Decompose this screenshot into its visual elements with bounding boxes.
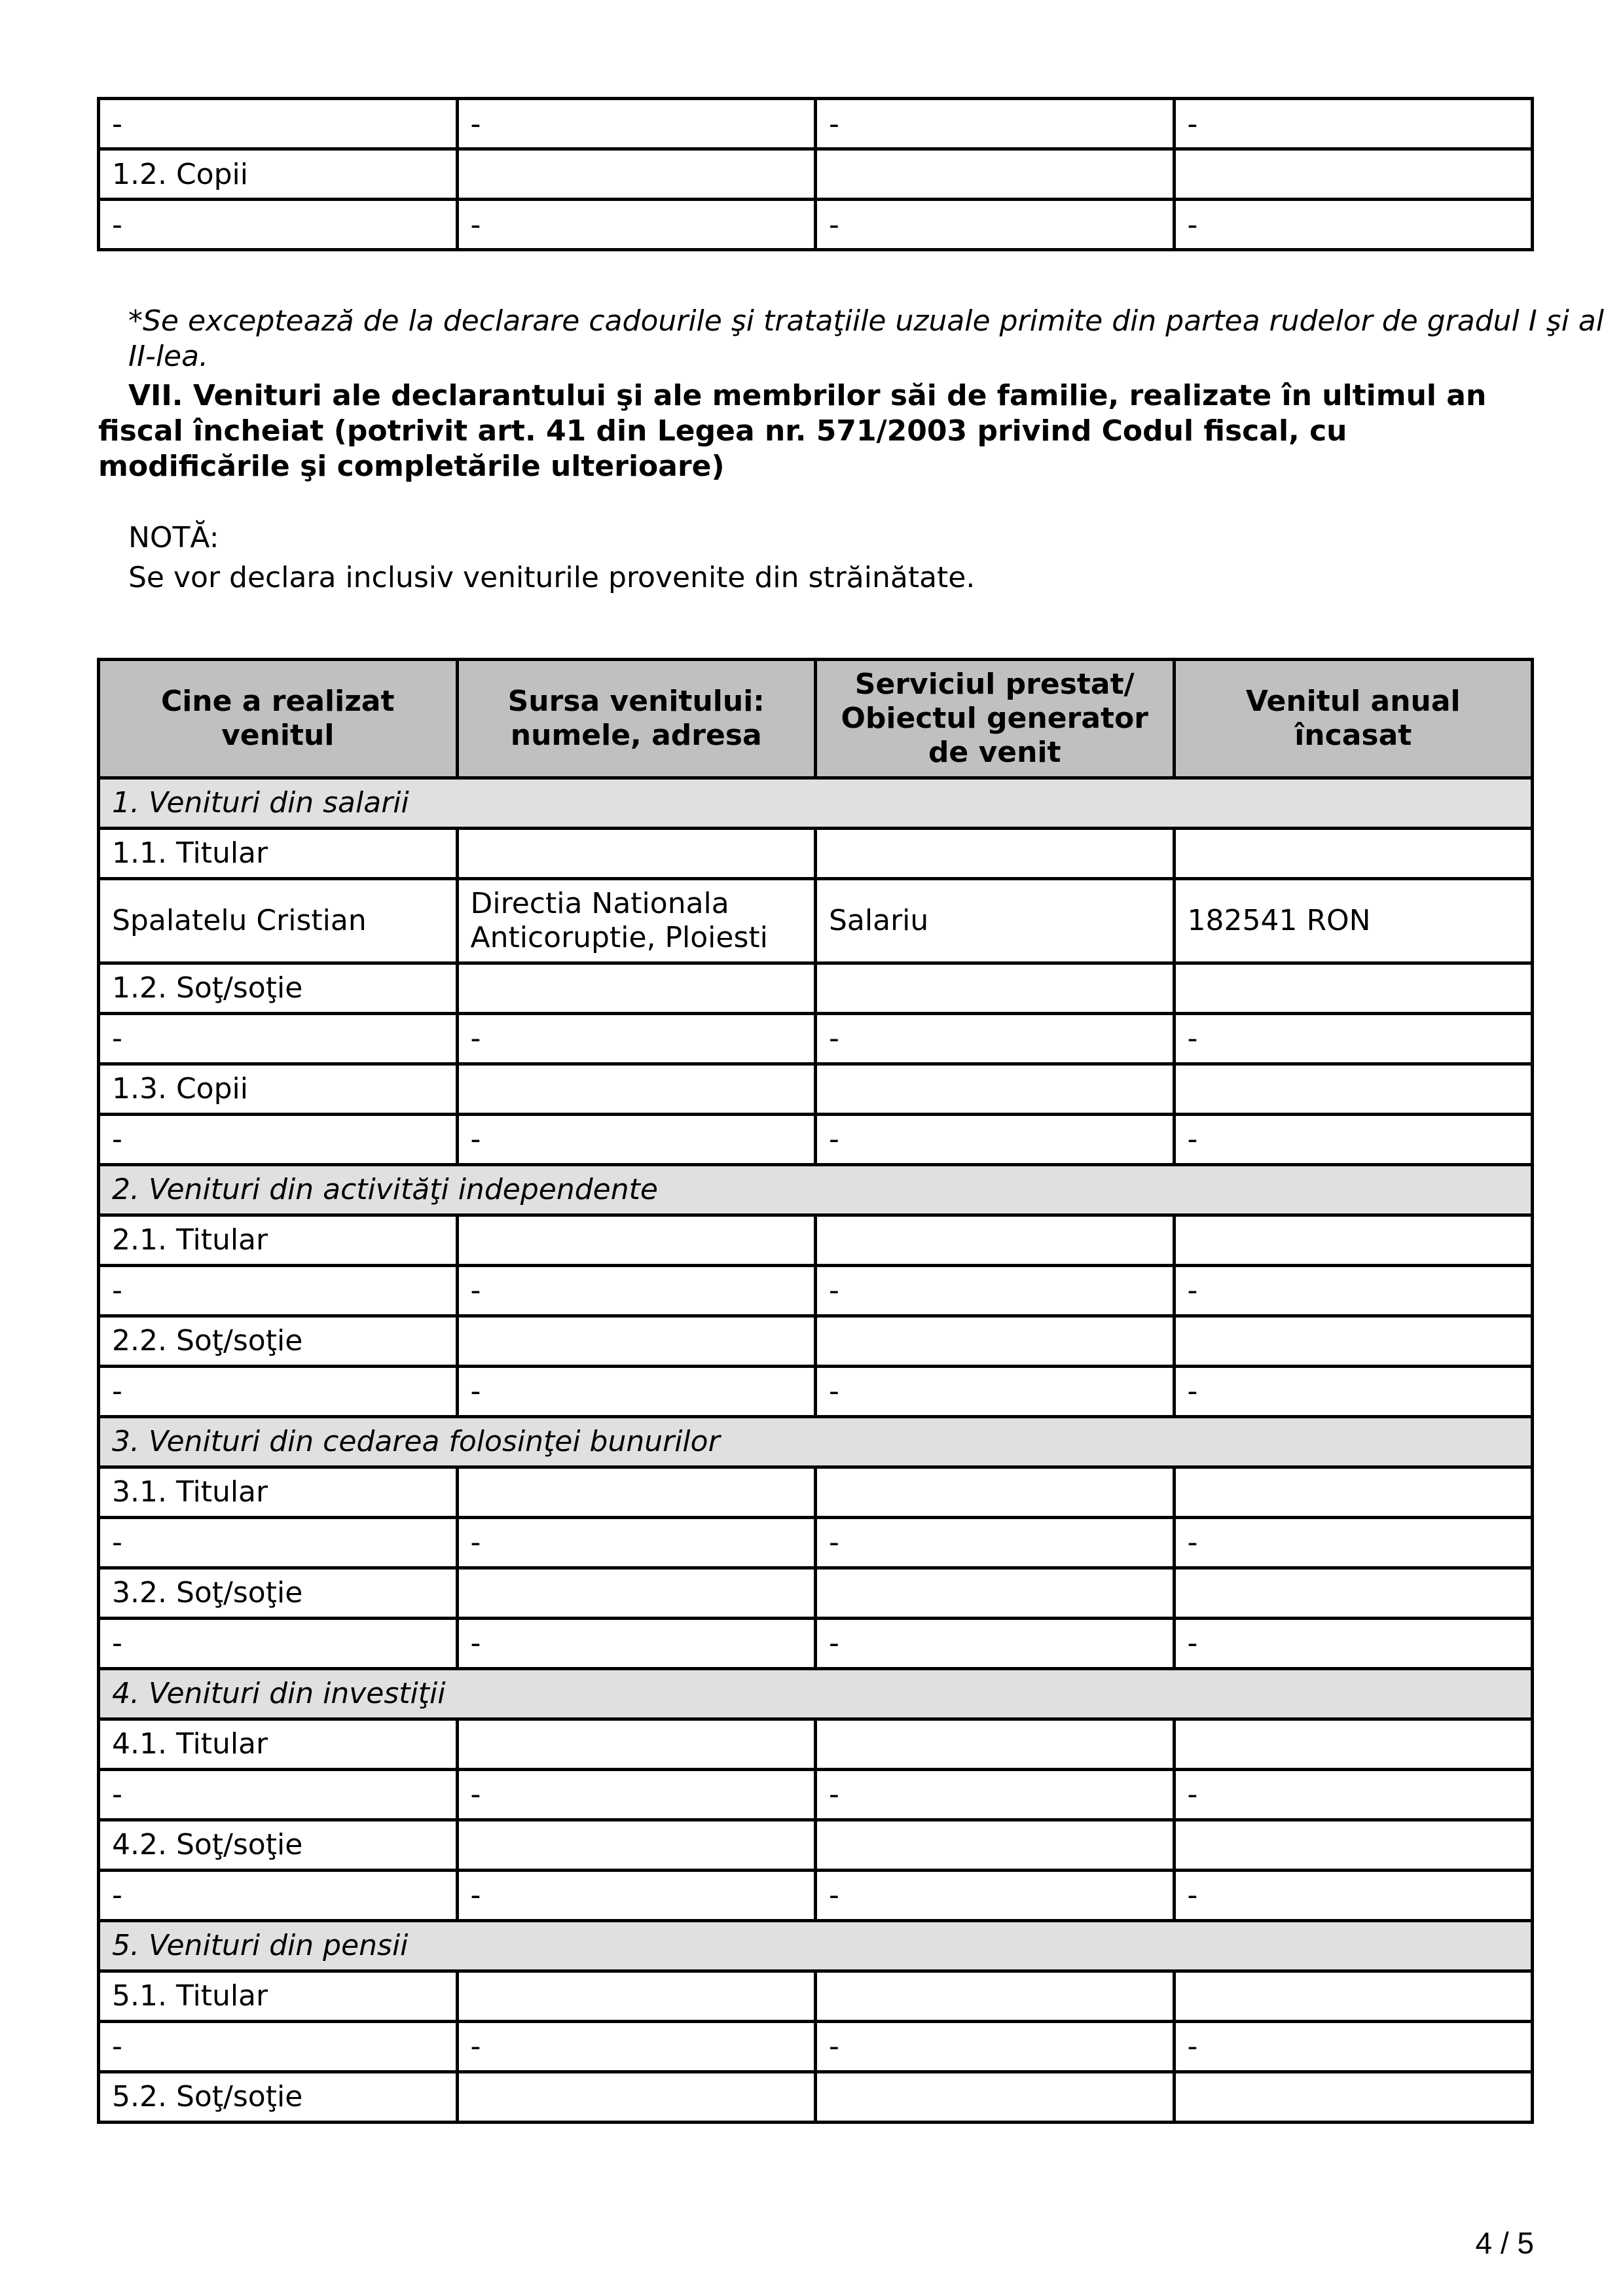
table-cell: - [457,1115,816,1165]
table-cell: - [99,1770,458,1820]
table-cell: Spalatelu Cristian [99,879,458,963]
table-cell: - [457,1871,816,1921]
table-cell: - [816,1266,1175,1316]
table-row [99,1014,1533,1064]
table-cell: 2.2. Soţ/soţie [99,1316,458,1367]
table-row [99,1064,1533,1115]
table-cell [816,1215,1175,1266]
gifts-footnote: *Se exceptează de la declarare cadourile şi trataţiile uzuale primite din partea rudelor de gradul I şi al II-lea. [128,304,1604,373]
table-cell: - [99,1266,458,1316]
table-cell: - [816,1115,1175,1165]
income-category-label: 5. Venituri din pensii [99,1921,1533,1971]
table-cell: - [99,1619,458,1669]
table-cell [1174,1064,1533,1115]
table-cell: 4.1. Titular [99,1719,458,1770]
table-cell [1174,149,1533,200]
table-cell: - [816,2022,1175,2072]
table-cell: - [457,2022,816,2072]
table-row [99,1316,1533,1367]
table-cell [816,1064,1175,1115]
table-cell [816,1568,1175,1619]
header-income-source: Sursa venitului: numele, adresa [457,660,816,778]
table-cell [816,149,1175,200]
table-cell: - [1174,1115,1533,1165]
table-cell: - [457,200,816,250]
table-cell [457,1820,816,1871]
table-cell: - [1174,2022,1533,2072]
table-cell [457,1064,816,1115]
table-cell [1174,1215,1533,1266]
header-service-provided: Serviciul prestat/ Obiectul generator de venit [816,660,1175,778]
table-cell: - [1174,1518,1533,1568]
table-cell: Salariu [816,879,1175,963]
table-cell: - [457,99,816,149]
table-cell: - [1174,1367,1533,1417]
table-row [99,1518,1533,1568]
table-cell [816,1719,1175,1770]
table-cell: - [816,1619,1175,1669]
table-cell: - [816,1518,1175,1568]
table-cell [1174,829,1533,879]
table-cell [816,829,1175,879]
table-cell [457,1719,816,1770]
table-cell [457,963,816,1014]
table-cell [457,829,816,879]
table-cell [816,1820,1175,1871]
table-cell: 3.2. Soţ/soţie [99,1568,458,1619]
table-cell: - [99,1518,458,1568]
table-cell: 1.1. Titular [99,829,458,879]
table-cell [816,2072,1175,2123]
table-row [99,1719,1533,1770]
table-row [99,149,1533,200]
table-row [99,1871,1533,1921]
table-cell: - [99,1871,458,1921]
table-cell [457,1215,816,1266]
header-who-earned: Cine a realizat venitul [99,660,458,778]
income-category-label: 4. Venituri din investiţii [99,1669,1533,1719]
table-cell: 3.1. Titular [99,1467,458,1518]
table-row [99,2072,1533,2123]
table-row [99,200,1533,250]
table-cell: - [99,200,458,250]
table-cell: - [457,1518,816,1568]
table-cell: Directia Nationala Anticoruptie, Ploiesti [457,879,816,963]
note-text: Se vor declara inclusiv veniturile provenite din străinătate. [128,561,976,594]
table-cell: - [99,2022,458,2072]
previous-table-continuation [97,97,1534,251]
table-cell: - [99,1014,458,1064]
table-cell [1174,1719,1533,1770]
table-cell: - [457,1266,816,1316]
table-cell: 2.1. Titular [99,1215,458,1266]
table-row [99,1467,1533,1518]
table-row [99,1619,1533,1669]
table-cell: - [99,1115,458,1165]
income-category-label: 1. Venituri din salarii [99,778,1533,829]
table-cell [1174,1316,1533,1367]
table-cell [1174,1467,1533,1518]
table-row [99,99,1533,149]
income-table [97,658,1534,2124]
income-category-row [99,1417,1533,1467]
table-cell: - [457,1014,816,1064]
income-category-row [99,1921,1533,1971]
table-cell: - [457,1619,816,1669]
table-row [99,1820,1533,1871]
table-cell [816,1971,1175,2022]
table-cell [457,1568,816,1619]
table-cell: 4.2. Soţ/soţie [99,1820,458,1871]
table-cell: - [457,1770,816,1820]
table-cell: 5.1. Titular [99,1971,458,2022]
table-row [99,879,1533,963]
table-cell: - [1174,99,1533,149]
table-row [99,829,1533,879]
table-cell [457,2072,816,2123]
table-cell: - [816,99,1175,149]
table-row [99,1367,1533,1417]
table-cell: - [1174,1619,1533,1669]
income-category-label: 2. Venituri din activităţi independente [99,1165,1533,1215]
table-cell: - [99,99,458,149]
table-cell [1174,1568,1533,1619]
income-category-row [99,1669,1533,1719]
table-cell: 1.2. Soţ/soţie [99,963,458,1014]
income-category-row [99,1165,1533,1215]
table-cell: - [816,200,1175,250]
income-category-row [99,778,1533,829]
table-cell [1174,2072,1533,2123]
table-row [99,1266,1533,1316]
table-cell [1174,1971,1533,2022]
table-cell [457,1971,816,2022]
table-cell: 1.2. Copii [99,149,458,200]
table-cell: - [1174,1871,1533,1921]
income-category-label: 3. Venituri din cedarea folosinţei bunurilor [99,1417,1533,1467]
table-cell: 182541 RON [1174,879,1533,963]
header-annual-income: Venitul anual încasat [1174,660,1533,778]
table-cell [457,149,816,200]
table-cell: - [816,1770,1175,1820]
table-row [99,2022,1533,2072]
table-row [99,1770,1533,1820]
table-cell: 1.3. Copii [99,1064,458,1115]
table-cell: - [816,1367,1175,1417]
table-cell [457,1316,816,1367]
table-cell: - [816,1871,1175,1921]
table-cell: 5.2. Soţ/soţie [99,2072,458,2123]
note-label: NOTĂ: [128,521,219,554]
table-cell: - [1174,200,1533,250]
table-cell [1174,963,1533,1014]
table-cell [457,1467,816,1518]
table-cell [1174,1820,1533,1871]
table-cell: - [1174,1770,1533,1820]
table-row [99,1115,1533,1165]
section-vii-heading [98,378,1539,484]
table-row [99,1568,1533,1619]
table-row [99,1971,1533,2022]
table-row [99,1215,1533,1266]
table-cell [816,1316,1175,1367]
section-vii-heading-text: VII. Venituri ale declarantului şi ale membrilor săi de familie, realizate în ultimul an fiscal încheiat (potrivit art. 41 din Legea nr. 571/2003 privind Codul fiscal, cu modificările şi completările ulterioare) [98,379,1487,483]
table-cell: - [99,1367,458,1417]
page-number: 4 / 5 [1475,2226,1534,2260]
table-cell [816,963,1175,1014]
table-row [99,963,1533,1014]
table-cell [816,1467,1175,1518]
income-table-header-row [99,660,1533,778]
table-cell: - [457,1367,816,1417]
table-cell: - [1174,1014,1533,1064]
table-cell: - [816,1014,1175,1064]
table-cell: - [1174,1266,1533,1316]
